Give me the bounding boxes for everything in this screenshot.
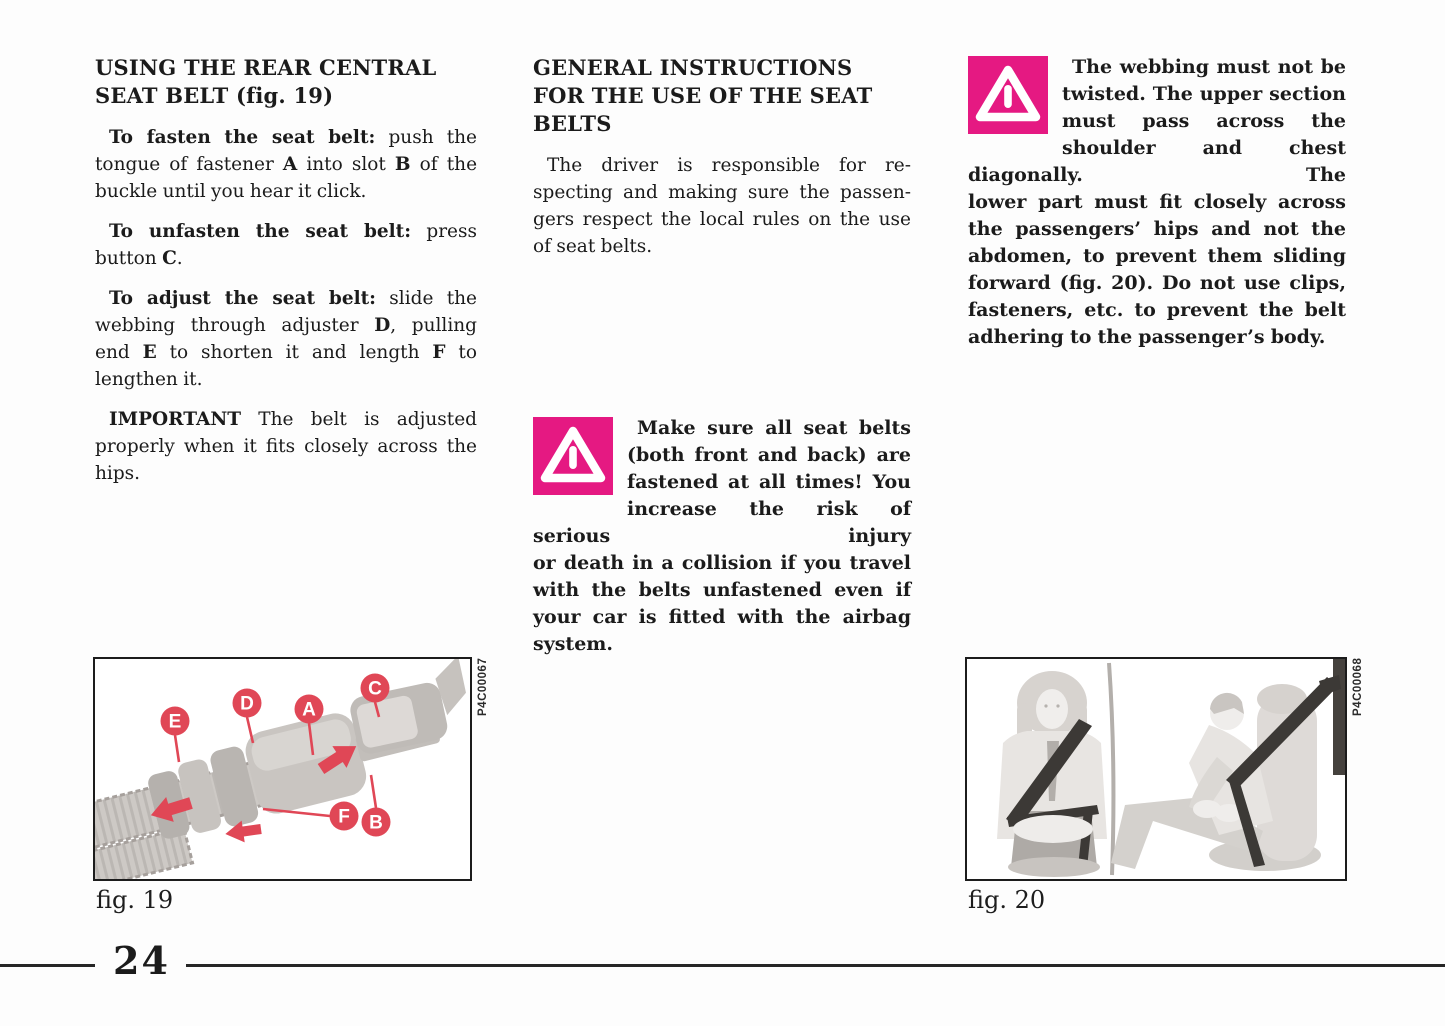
paragraph-driver-responsible bbox=[533, 152, 911, 260]
middle-column bbox=[533, 54, 911, 658]
label-e: E bbox=[168, 711, 182, 733]
label-b: B bbox=[369, 812, 383, 834]
text-line: lengthen it. bbox=[95, 369, 203, 390]
text-line: The driver is responsible for re- bbox=[547, 155, 911, 176]
text-line: To fasten the seat belt: push the bbox=[109, 127, 478, 148]
label-f: F bbox=[338, 806, 350, 828]
text-line: must pass across the bbox=[1062, 110, 1346, 132]
door-pillar bbox=[1109, 663, 1113, 875]
warning-triangle-icon bbox=[968, 56, 1048, 134]
text-line: FOR THE USE OF THE SEAT bbox=[533, 83, 873, 108]
warning-block-webbing bbox=[968, 54, 1346, 351]
figure-19-seat-belt-diagram bbox=[93, 657, 472, 881]
text-line: The webbing must not be bbox=[1072, 56, 1346, 78]
text-line: gers respect the local rules on the use bbox=[533, 209, 911, 230]
warning-triangle-icon bbox=[533, 417, 613, 495]
figure-20-caption: fig. 20 bbox=[968, 886, 1046, 914]
front-passenger bbox=[997, 671, 1107, 877]
text-line: fasteners, etc. to prevent the belt bbox=[968, 299, 1346, 321]
text-line: To unfasten the seat belt: press bbox=[109, 221, 477, 242]
right-column bbox=[968, 54, 1346, 351]
text-line: lower part must fit closely across bbox=[968, 191, 1346, 213]
text-line: with the belts unfastened even if bbox=[533, 579, 911, 601]
text-line: buckle until you hear it click. bbox=[95, 181, 367, 202]
text-line: twisted. The upper section bbox=[1062, 83, 1346, 105]
text-line: fastened at all times! You bbox=[627, 471, 911, 493]
left-column bbox=[95, 54, 477, 487]
text-line: hips. bbox=[95, 463, 141, 484]
warning-block-seat-belts-fastened bbox=[533, 415, 911, 658]
text-line: adhering to the passenger’s body. bbox=[968, 326, 1326, 348]
text-line: Make sure all seat belts bbox=[637, 417, 911, 439]
paragraph-fasten bbox=[95, 124, 477, 205]
text-line: tongue of fastener A into slot B of the bbox=[95, 154, 478, 175]
passengers-wearing-belts-illustration bbox=[967, 659, 1345, 879]
text-line: increase the risk of serious injury bbox=[533, 498, 911, 547]
side-passenger bbox=[1111, 659, 1345, 871]
text-line: button C. bbox=[95, 248, 183, 269]
text-line: SEAT BELT (fig. 19) bbox=[95, 83, 334, 108]
page-number: 24 bbox=[113, 938, 170, 983]
text-line: abdomen, to prevent them sliding bbox=[968, 245, 1346, 267]
text-line: USING THE REAR CENTRAL bbox=[95, 55, 437, 80]
figure-19-caption: fig. 19 bbox=[96, 886, 174, 914]
seat-belt-buckle-illustration bbox=[95, 659, 470, 879]
section-heading-rear-central-seat-belt bbox=[95, 54, 477, 110]
text-line: shoulder and chest diagonally. The bbox=[968, 137, 1346, 186]
paragraph-important bbox=[95, 406, 477, 487]
footer-rule-left bbox=[0, 964, 95, 967]
text-line: specting and making sure the passen- bbox=[533, 182, 911, 203]
text-line: BELTS bbox=[533, 111, 612, 136]
figure-20-code: P4C00068 bbox=[1352, 657, 1364, 716]
text-line: forward (fig. 20). Do not use clips, bbox=[968, 272, 1346, 294]
text-line: properly when it fits closely across the bbox=[95, 436, 477, 457]
paragraph-adjust bbox=[95, 285, 477, 393]
text-line: your car is fitted with the airbag bbox=[533, 606, 911, 628]
text-line: end E to shorten it and length F to bbox=[95, 342, 478, 363]
text-line: webbing through adjuster D, pulling bbox=[95, 315, 477, 336]
text-line: the passengers’ hips and not the bbox=[968, 218, 1346, 240]
text-line: IMPORTANT The belt is adjusted bbox=[109, 409, 477, 430]
text-line: of seat belts. bbox=[533, 236, 653, 257]
label-a: A bbox=[302, 699, 316, 721]
text-line: or death in a collision if you travel bbox=[533, 552, 911, 574]
paragraph-unfasten bbox=[95, 218, 477, 272]
label-d: D bbox=[240, 693, 254, 715]
text-line: system. bbox=[533, 633, 614, 655]
label-c: C bbox=[368, 678, 382, 700]
figure-19-code: P4C00067 bbox=[477, 657, 489, 716]
text-line: To adjust the seat belt: slide the bbox=[109, 288, 477, 309]
figure-20-passengers-diagram bbox=[965, 657, 1347, 881]
section-heading-general-instructions bbox=[533, 54, 911, 138]
text-line: GENERAL INSTRUCTIONS bbox=[533, 55, 853, 80]
footer-rule-right bbox=[186, 964, 1445, 967]
text-line: (both front and back) are bbox=[627, 444, 911, 466]
